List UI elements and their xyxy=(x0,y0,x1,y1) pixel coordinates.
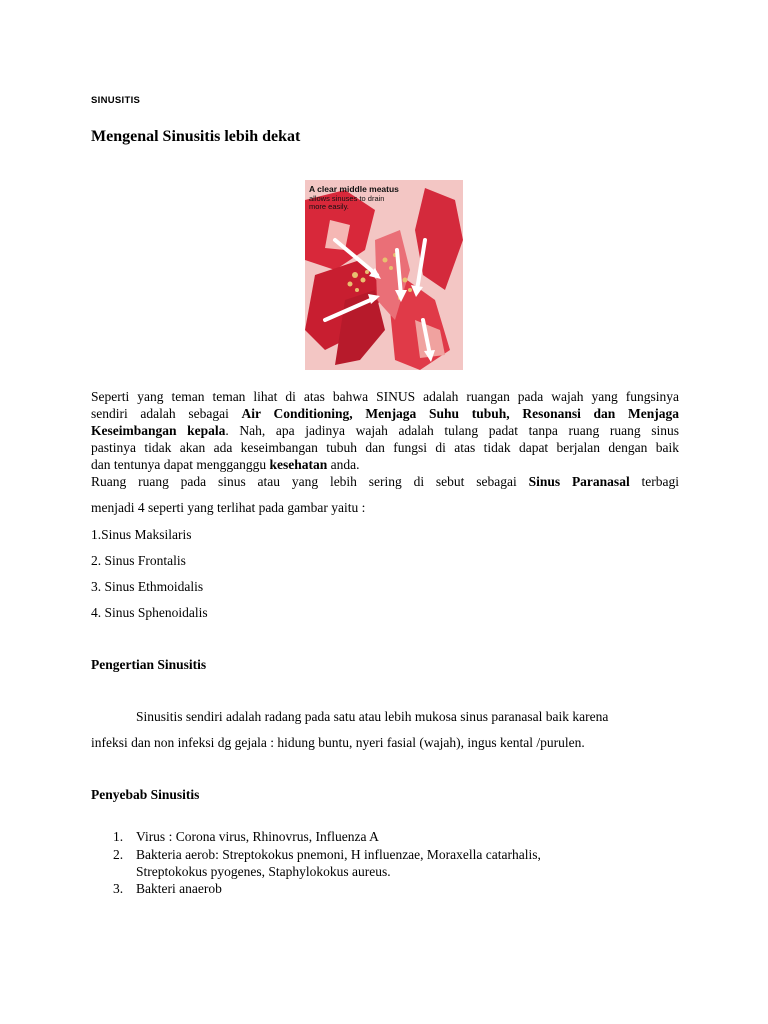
intro-line: menjadi 4 seperti yang terlihat pada gambar yaitu : xyxy=(91,500,366,515)
list-item: 3. Sinus Ethmoidalis xyxy=(91,579,204,594)
sinus-illustration xyxy=(305,180,463,370)
figure-caption-line2: allows sinuses to drain xyxy=(309,194,385,203)
figure-caption-line3: more easily. xyxy=(309,202,349,211)
intro-line: sendiri adalah sebagai Air Conditioning, Menjaga Suhu tubuh, Resonansi dan Menjaga xyxy=(91,406,679,421)
page-title: Mengenal Sinusitis lebih dekat xyxy=(91,128,301,145)
document-label: SINUSITIS xyxy=(91,95,141,106)
intro-line: dan tentunya dapat mengganggu kesehatan anda. xyxy=(91,457,360,472)
list-item: 2. Bakteria aerob: Streptokokus pnemoni, H influenzae, Moraxella catarhalis, Streptokokus pyogenes, Staphylokokus aureus. xyxy=(113,847,541,879)
paragraph-line: Sinusitis sendiri adalah radang pada satu atau lebih mukosa sinus paranasal baik karena xyxy=(136,709,609,724)
section-heading: Pengertian Sinusitis xyxy=(91,657,207,672)
list-item: 4. Sinus Sphenoidalis xyxy=(91,605,208,620)
intro-line: Seperti yang teman teman lihat di atas bahwa SINUS adalah ruangan pada wajah yang fungsinya xyxy=(91,389,679,404)
paragraph-line: infeksi dan non infeksi dg gejala : hidung buntu, nyeri fasial (wajah), ingus kental /purulen. xyxy=(91,735,585,750)
list-item: 1. Virus : Corona virus, Rhinovrus, Influenza A xyxy=(113,829,379,844)
list-item: 2. Sinus Frontalis xyxy=(91,553,186,568)
intro-paragraph xyxy=(91,388,679,490)
intro-line: Keseimbangan kepala. Nah, apa jadinya wajah adalah tulang padat tanpa ruang ruang sinus xyxy=(91,423,679,438)
list-item: 1.Sinus Maksilaris xyxy=(91,527,192,542)
section-heading: Penyebab Sinusitis xyxy=(91,787,200,802)
intro-line: pastinya tidak akan ada keseimbangan tubuh dan fungsi di atas tidak dapat berjalan dengan baik xyxy=(91,440,679,455)
intro-line: Ruang ruang pada sinus atau yang lebih sering di sebut sebagai Sinus Paranasal terbagi xyxy=(91,474,680,489)
figure-caption-line1: A clear middle meatus xyxy=(309,184,399,194)
sinus-illustration-graphic xyxy=(305,180,463,370)
list-item: 3. Bakteri anaerob xyxy=(113,881,222,896)
